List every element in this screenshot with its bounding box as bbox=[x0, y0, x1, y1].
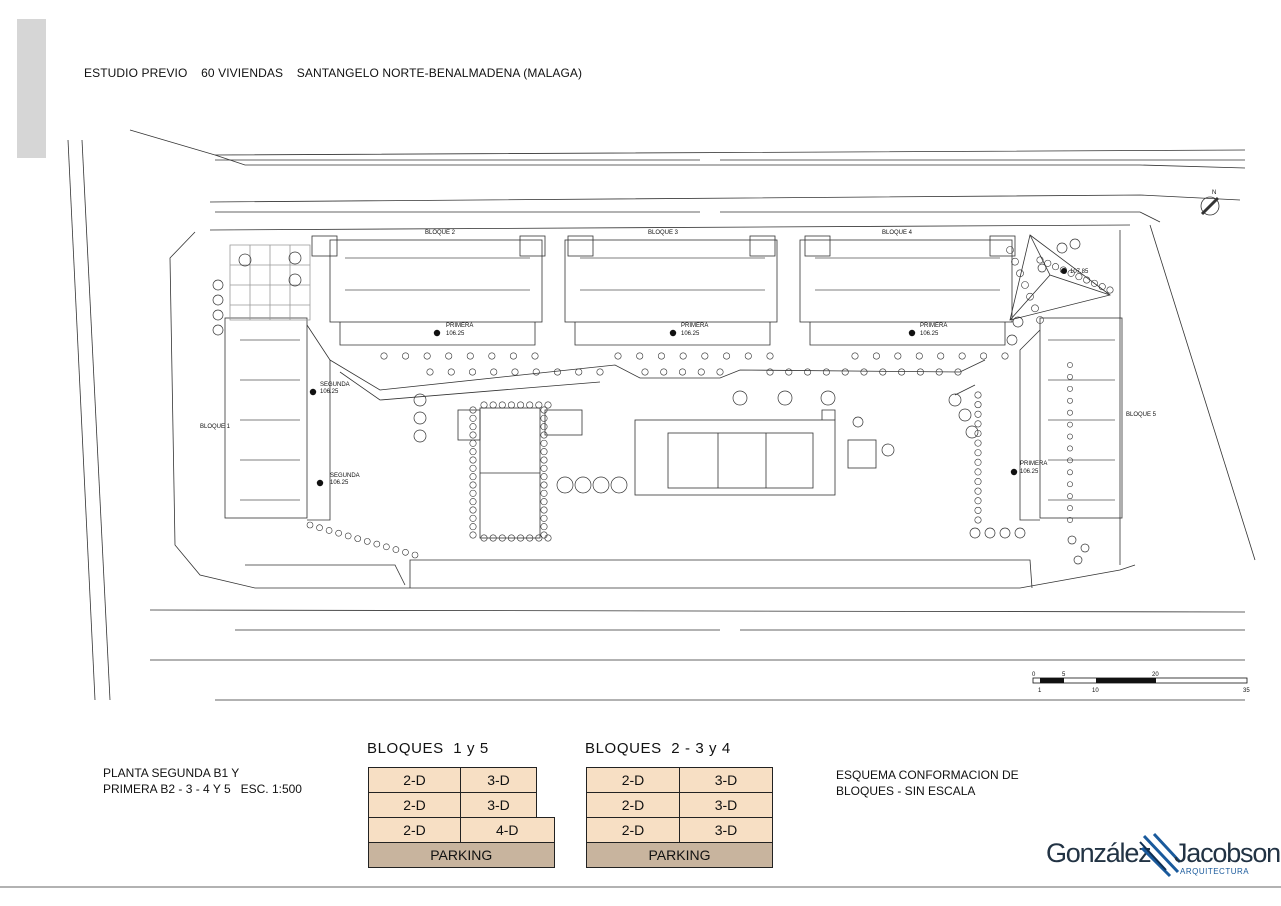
svg-text:106.25: 106.25 bbox=[1020, 469, 1039, 475]
svg-text:SEGUNDA: SEGUNDA bbox=[330, 473, 360, 479]
north-arrow bbox=[1201, 190, 1219, 215]
level-tag bbox=[317, 473, 360, 486]
site-boundary bbox=[170, 232, 1135, 588]
cell: 2-D bbox=[369, 793, 461, 818]
triangle-garden bbox=[1010, 235, 1110, 320]
drawing-title: ESTUDIO PREVIO 60 VIVIENDAS SANTANGELO NORTE-BENALMADENA (MALAGA) bbox=[84, 66, 583, 80]
group-title-bloques-1-5: BLOQUES 1 y 5 bbox=[367, 740, 489, 757]
svg-text:PRIMERA: PRIMERA bbox=[446, 323, 474, 329]
parking-cell: PARKING bbox=[369, 843, 555, 868]
group-title-bloques-2-3-4: BLOQUES 2 - 3 y 4 bbox=[585, 740, 731, 757]
block-scheme-1-5 bbox=[368, 767, 555, 868]
pool-deck bbox=[635, 420, 835, 495]
svg-text:0: 0 bbox=[1032, 672, 1036, 678]
svg-text:106.25: 106.25 bbox=[920, 331, 939, 337]
logo-name-left: González bbox=[1046, 838, 1151, 868]
svg-text:PRIMERA: PRIMERA bbox=[920, 323, 948, 329]
cell: 2-D bbox=[587, 793, 680, 818]
cell: 3-D bbox=[461, 768, 537, 793]
cell: 4-D bbox=[461, 818, 555, 843]
svg-text:PRIMERA: PRIMERA bbox=[1020, 461, 1048, 467]
pool bbox=[668, 433, 813, 488]
cell: 2-D bbox=[587, 818, 680, 843]
parking-cell: PARKING bbox=[587, 843, 773, 868]
cell: 2-D bbox=[369, 818, 461, 843]
level-tag bbox=[1011, 461, 1048, 475]
svg-text:106.25: 106.25 bbox=[446, 331, 465, 337]
bloque-4-footprint bbox=[800, 240, 1012, 322]
bloque-5-footprint bbox=[1040, 318, 1122, 518]
plan-caption bbox=[103, 765, 302, 797]
svg-text:10: 10 bbox=[1092, 688, 1099, 694]
svg-text:35: 35 bbox=[1243, 688, 1250, 694]
cell: 2-D bbox=[369, 768, 461, 793]
spot-level bbox=[1061, 268, 1089, 275]
svg-text:106.25: 106.25 bbox=[681, 331, 700, 337]
cell: 3-D bbox=[680, 818, 773, 843]
schema-caption bbox=[836, 767, 1019, 799]
level-tag bbox=[909, 323, 948, 337]
schema-caption-line1: ESQUEMA CONFORMACION DE bbox=[836, 768, 1019, 782]
cell: 3-D bbox=[680, 793, 773, 818]
label-bloque-1: BLOQUE 1 bbox=[200, 424, 231, 430]
firm-logo bbox=[1046, 832, 1280, 882]
street-edge-left-inner bbox=[82, 140, 110, 700]
plan-caption-line1: PLANTA SEGUNDA B1 Y bbox=[103, 766, 240, 780]
svg-text:1: 1 bbox=[1038, 688, 1042, 694]
plan-caption-line2: PRIMERA B2 - 3 - 4 Y 5 ESC. 1:500 bbox=[103, 782, 302, 796]
svg-text:SEGUNDA: SEGUNDA bbox=[320, 382, 350, 388]
street-edge-left-outer bbox=[68, 140, 95, 700]
label-bloque-4: BLOQUE 4 bbox=[882, 230, 913, 236]
svg-text:20: 20 bbox=[1152, 672, 1159, 678]
bloque-3-footprint bbox=[565, 240, 777, 322]
svg-text:106.25: 106.25 bbox=[320, 389, 339, 395]
cell: 3-D bbox=[461, 793, 537, 818]
svg-text:107.85: 107.85 bbox=[1070, 269, 1089, 275]
north-label: N bbox=[1212, 190, 1217, 196]
street-north-outer bbox=[130, 130, 1245, 155]
cell: 2-D bbox=[587, 768, 680, 793]
scale-bar bbox=[1032, 672, 1250, 694]
svg-text:PRIMERA: PRIMERA bbox=[681, 323, 709, 329]
logo-name-right: Jacobson bbox=[1174, 838, 1280, 868]
label-bloque-3: BLOQUE 3 bbox=[648, 230, 679, 236]
schema-caption-line2: BLOQUES - SIN ESCALA bbox=[836, 784, 976, 798]
level-tag bbox=[434, 323, 474, 337]
logo-subtitle: ARQUITECTURA bbox=[1180, 867, 1250, 876]
bloque-1-footprint bbox=[225, 318, 307, 518]
block-scheme-2-3-4 bbox=[586, 767, 773, 868]
level-tag bbox=[670, 323, 709, 337]
bloque-2-footprint bbox=[330, 240, 542, 322]
svg-text:5: 5 bbox=[1062, 672, 1066, 678]
level-tag bbox=[310, 382, 350, 395]
label-bloque-5: BLOQUE 5 bbox=[1126, 412, 1157, 418]
svg-text:106.25: 106.25 bbox=[330, 480, 349, 486]
cell: 3-D bbox=[680, 768, 773, 793]
label-bloque-2: BLOQUE 2 bbox=[425, 230, 456, 236]
